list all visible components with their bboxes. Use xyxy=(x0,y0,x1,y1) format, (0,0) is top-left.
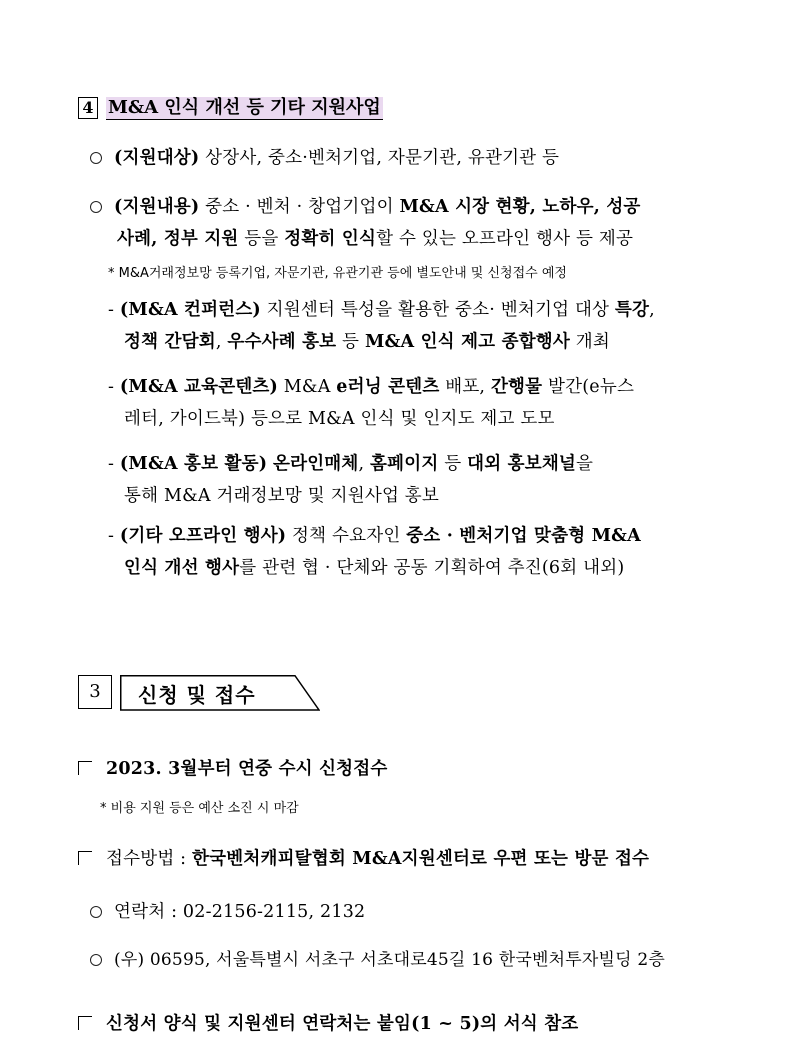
sub-item-bold: 홈페이지 xyxy=(370,454,439,474)
section-number-box: 3 xyxy=(78,675,112,709)
sub-item-text: 지원센터 특성을 활용한 중소· 벤처기업 대상 xyxy=(260,300,615,320)
sub-item-text: 를 관련 협 · 단체와 공동 기획하여 추진(6회 내외) xyxy=(239,558,625,578)
sub-item-bold: 우수사례 홍보 xyxy=(227,332,337,352)
content-sep: , xyxy=(529,197,543,217)
circle-bullet-icon xyxy=(90,152,102,164)
contact-item xyxy=(90,898,365,923)
content-bullet-line1 xyxy=(90,193,641,218)
sub-item-bold: (M&A 컨퍼런스) xyxy=(119,300,261,320)
method-item xyxy=(78,845,649,870)
sub-item-text: 레터, 가이드북) 등으로 M&A 인식 및 인지도 제고 도모 xyxy=(124,409,555,429)
content-bold: 정부 지원 xyxy=(163,229,239,249)
section-title: 신청 및 접수 xyxy=(138,683,256,707)
content-text: 중소 · 벤처 · 창업기업이 xyxy=(199,197,400,217)
circle-bullet-icon xyxy=(90,954,102,966)
square-bullet-icon xyxy=(78,761,92,775)
sub-item-bold: (기타 오프라인 행사) xyxy=(119,526,287,546)
sub-item-3-line-2 xyxy=(124,482,439,507)
sub-item-text: 등 xyxy=(336,332,365,352)
sub-item-bold: 특강 xyxy=(614,300,650,320)
section-title: M&A 인식 개선 등 기타 지원사업 xyxy=(108,97,381,118)
sub-item-2-line-2 xyxy=(124,405,555,430)
content-note: * M&A거래정보망 등록기업, 자문기관, 유관기관 등에 별도안내 및 신청접수 예정 xyxy=(108,266,567,281)
circle-bullet-icon xyxy=(90,201,102,213)
target-label: (지원대상) xyxy=(114,148,200,168)
sub-item-bold: 중소 · 벤처기업 맞춤형 M&A xyxy=(406,526,641,546)
content-bold: 정확히 인식 xyxy=(284,229,377,249)
period-note: * 비용 지원 등은 예산 소진 시 마감 xyxy=(100,801,299,816)
sub-item-text: 개최 xyxy=(570,332,610,352)
sub-item-text: 통해 M&A 거래정보망 및 지원사업 홍보 xyxy=(124,486,440,506)
content-sep: , xyxy=(593,197,607,217)
sub-item-4-line-2 xyxy=(124,554,624,579)
sub-item-bold: M&A 인식 제고 종합행사 xyxy=(364,332,571,352)
sub-item-1-line-2 xyxy=(124,328,610,353)
sub-item-text: - xyxy=(108,454,120,474)
sub-item-text: 배포, xyxy=(439,377,491,397)
content-bold: 노하우 xyxy=(542,197,594,217)
sub-item-text: 을 xyxy=(576,454,594,474)
sub-item-bold: 대외 홍보채널 xyxy=(467,454,577,474)
content-sep: , xyxy=(151,229,164,249)
forms-item xyxy=(78,1010,578,1035)
sub-item-1-line-1 xyxy=(108,296,655,321)
period-item xyxy=(78,755,388,780)
sub-item-2-line-1 xyxy=(108,373,634,398)
content-bold: M&A 시장 현황 xyxy=(399,197,530,217)
content-bold: 사례 xyxy=(117,229,152,249)
sub-item-text: , xyxy=(215,332,228,352)
sub-item-text: , xyxy=(358,454,371,474)
content-bullet-line2 xyxy=(117,225,633,250)
sub-item-text: 등 xyxy=(438,454,468,474)
sub-item-bold: 온라인매체 xyxy=(272,454,359,474)
sub-item-bold: (M&A 홍보 활동) xyxy=(119,454,268,474)
target-text: 상장사, 중소·벤처기업, 자문기관, 유관기관 등 xyxy=(199,148,560,168)
sub-item-bold: 간행물 xyxy=(490,377,543,397)
sub-item-text: - xyxy=(108,377,120,397)
content-text: 할 수 있는 오프라인 행사 등 제공 xyxy=(376,229,634,249)
square-bullet-icon xyxy=(78,1016,92,1030)
sub-item-text: 발간(e뉴스 xyxy=(542,377,635,397)
sub-item-text: - xyxy=(108,526,120,546)
sub-item-bold: (M&A 교육콘텐츠) xyxy=(119,377,279,397)
sub-item-4-line-1 xyxy=(108,522,641,547)
sub-item-3-line-1 xyxy=(108,450,593,475)
address-item xyxy=(90,945,665,970)
sub-item-text: M&A xyxy=(278,377,337,397)
method-label: 접수방법 : xyxy=(106,849,193,869)
contact-text: 연락처 : 02-2156-2115, 2132 xyxy=(114,902,366,922)
content-label: (지원내용) xyxy=(114,197,200,217)
circle-bullet-icon xyxy=(90,906,102,918)
square-bullet-icon xyxy=(78,851,92,865)
forms-text: 신청서 양식 및 지원센터 연락처는 붙임(1 ~ 5)의 서식 참조 xyxy=(106,1014,579,1034)
target-bullet xyxy=(90,144,559,169)
sub-item-bold: e러닝 콘텐츠 xyxy=(336,377,440,397)
content-text: 등을 xyxy=(238,229,285,249)
method-text: 한국벤처캐피탈협회 M&A지원센터로 우편 또는 방문 접수 xyxy=(192,849,650,869)
sub-item-text: - xyxy=(108,300,120,320)
address-text: (우) 06595, 서울특별시 서초구 서초대로45길 16 한국벤처투자빌딩 2층 xyxy=(114,950,665,970)
period-text: 2023. 3월부터 연중 수시 신청접수 xyxy=(106,759,388,779)
sub-item-bold: 인식 개선 행사 xyxy=(124,558,240,578)
content-bold: 성공 xyxy=(606,197,641,217)
section-4-heading xyxy=(78,93,383,119)
sub-item-text: 정책 수요자인 xyxy=(286,526,407,546)
sub-item-bold: 정책 간담회 xyxy=(124,332,216,352)
section-number-box: 4 xyxy=(78,97,98,119)
sub-item-text: , xyxy=(649,300,655,320)
